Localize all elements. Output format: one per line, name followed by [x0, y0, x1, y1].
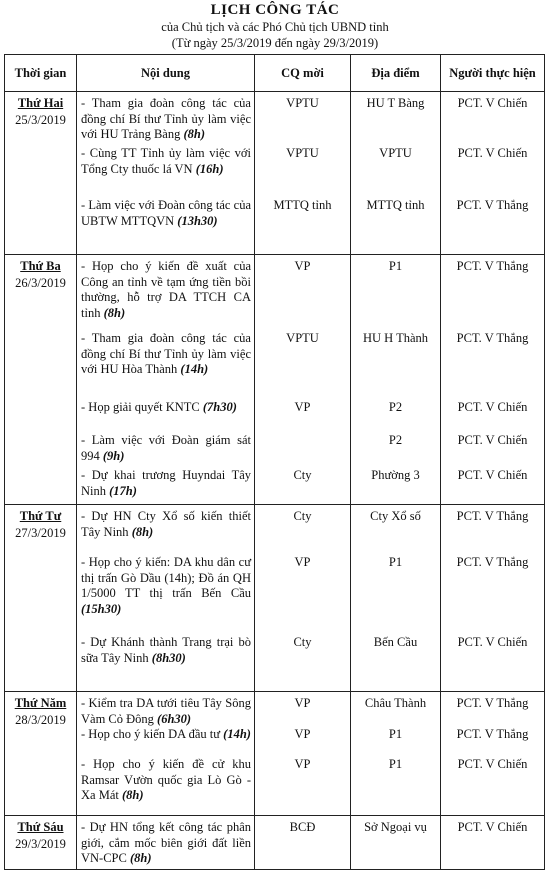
content-cell [77, 816, 255, 870]
agenda-item [77, 727, 254, 743]
column-header-executor: Người thực hiện [441, 55, 545, 92]
agenda-item [77, 433, 254, 464]
inviting-agency-value: Cty [293, 509, 312, 523]
executor-value: PCT. V Chiến [457, 468, 528, 482]
agenda-item-time: (9h) [102, 448, 125, 463]
agenda-item-text: - Dự Khánh thành Trang trại bò sữa Tây Ninh [81, 635, 251, 665]
agenda-item-text: - Tham gia đoàn công tác của đồng chí Bí thư Tỉnh ủy làm việc với HU Hòa Thành [81, 331, 251, 376]
agenda-item [77, 146, 254, 177]
inviting-agency-value: BCĐ [289, 820, 316, 834]
executor-value: PCT. V Chiến [457, 820, 528, 834]
location-value: P1 [388, 555, 403, 569]
location-value: P1 [388, 757, 403, 771]
table-row [5, 505, 545, 692]
agenda-item-time: (14h) [180, 362, 209, 376]
location-value: VPTU [379, 146, 412, 160]
agenda-item [77, 468, 254, 499]
inviting-agency-cell [255, 816, 351, 870]
location-cell [351, 255, 441, 505]
agenda-item-text: - Họp cho ý kiến: DA khu dân cư thị trấn Gò Dầu (14h); Đồ án QH 1/5000 TT thị trấn Bến Cầu [81, 555, 251, 600]
agenda-item [77, 331, 254, 378]
executor-value: PCT. V Chiến [457, 433, 528, 447]
agenda-item-text: - Kiểm tra DA tưới tiêu Tây Sông Vàm Cỏ Đông [81, 696, 251, 726]
agenda-item-text: - Dự HN Cty Xổ số kiến thiết Tây Ninh [81, 509, 251, 539]
agenda-item-text: - Họp cho ý kiến đề cử khu Ramsar Vườn quốc gia Lò Gò - Xa Mát [81, 757, 251, 802]
executor-value: PCT. V Thắng [456, 696, 529, 710]
agenda-item-time: (8h) [121, 788, 144, 802]
day-name: Thứ Năm [14, 696, 67, 710]
content-cell [77, 92, 255, 255]
inviting-agency-value: Cty [293, 635, 312, 649]
column-header-inviting-agency: CQ mời [255, 55, 351, 92]
executor-value: PCT. V Thắng [456, 259, 529, 273]
agenda-item-time: (8h) [103, 305, 126, 320]
agenda-item-text: - Họp cho ý kiến đề xuất của Công an tỉnh về tạm ứng tiền bồi thường, hỗ trợ DA TTCH CA tỉnh [81, 259, 251, 320]
location-value: Bến Cầu [373, 635, 418, 649]
executor-value: PCT. V Chiến [457, 757, 528, 771]
inviting-agency-value: VPTU [286, 96, 319, 110]
content-cell [77, 692, 255, 816]
location-value: Cty Xổ số [370, 509, 421, 523]
location-value: P1 [388, 259, 403, 273]
executor-value: PCT. V Chiến [457, 146, 528, 160]
agenda-item-time: (8h) [131, 524, 154, 539]
executor-value: PCT. V Thắng [456, 727, 529, 741]
table-row [5, 255, 545, 505]
day-cell [5, 92, 77, 255]
inviting-agency-cell [255, 505, 351, 692]
agenda-item [77, 96, 254, 143]
agenda-item [77, 259, 254, 321]
day-date: 26/3/2019 [15, 276, 66, 290]
table-row [5, 692, 545, 816]
day-name: Thứ Sáu [17, 820, 64, 834]
inviting-agency-value: VP [294, 696, 311, 710]
agenda-item-time: (8h) [129, 851, 152, 865]
inviting-agency-value: VP [294, 259, 311, 273]
location-cell [351, 505, 441, 692]
executor-value: PCT. V Chiến [457, 400, 528, 414]
location-value: Sở Ngoại vụ [364, 820, 427, 834]
table-row [5, 92, 545, 255]
executor-cell [441, 505, 545, 692]
location-value: Châu Thành [364, 696, 427, 710]
executor-value: PCT. V Thắng [456, 198, 529, 212]
executor-value: PCT. V Thắng [456, 509, 529, 523]
location-value: P2 [388, 400, 403, 414]
agenda-item-time: (17h) [109, 483, 137, 498]
agenda-item [77, 757, 254, 804]
agenda-item [77, 820, 254, 867]
date-range: (Từ ngày 25/3/2019 đến ngày 29/3/2019) [171, 36, 379, 50]
column-header-content: Nội dung [77, 55, 255, 92]
inviting-agency-cell [255, 92, 351, 255]
agenda-item-text: - Cùng TT Tỉnh ủy làm việc với Tổng Cty thuốc lá VN [81, 146, 251, 176]
table-row [5, 816, 545, 870]
table-header-row [5, 55, 545, 92]
page-subtitle: của Chủ tịch và các Phó Chủ tịch UBND tỉnh [161, 20, 389, 34]
day-date: 25/3/2019 [15, 113, 66, 127]
location-cell [351, 92, 441, 255]
executor-cell [441, 816, 545, 870]
column-header-time: Thời gian [5, 55, 77, 92]
agenda-item-time: (16h) [195, 161, 224, 176]
location-value: HU H Thành [362, 331, 429, 345]
location-value: Phường 3 [371, 468, 420, 482]
executor-value: PCT. V Chiến [457, 96, 528, 110]
agenda-item [77, 555, 254, 617]
agenda-item [77, 198, 254, 229]
executor-cell [441, 92, 545, 255]
inviting-agency-value: VPTU [286, 331, 319, 345]
agenda-item-time: (8h30) [151, 650, 186, 665]
executor-value: PCT. V Chiến [457, 635, 528, 649]
agenda-item-time: (14h) [223, 727, 251, 741]
day-date: 29/3/2019 [15, 837, 66, 851]
agenda-item [77, 696, 254, 727]
agenda-item-time: (13h30) [177, 213, 218, 228]
agenda-item-text: - Làm việc với Đoàn công tác của UBTW MTTQVN [81, 198, 251, 228]
content-cell [77, 255, 255, 505]
agenda-item-text: - Tham gia đoàn công tác của đồng chí Bí thư Tỉnh ủy làm việc với HU Trảng Bàng [81, 96, 251, 141]
day-cell [5, 692, 77, 816]
day-name: Thứ Hai [17, 96, 64, 110]
agenda-item [77, 400, 254, 416]
executor-cell [441, 692, 545, 816]
location-value: MTTQ tỉnh [366, 198, 425, 212]
agenda-item-text: - Họp cho ý kiến DA đầu tư [81, 727, 224, 741]
agenda-item-text: - Dự khai trương Huyndai Tây Ninh [81, 468, 251, 498]
location-value: P1 [388, 727, 403, 741]
inviting-agency-value: VP [294, 400, 311, 414]
day-name: Thứ Tư [19, 509, 62, 523]
executor-value: PCT. V Thắng [456, 331, 529, 345]
agenda-item-time: (8h) [183, 127, 205, 141]
day-cell [5, 255, 77, 505]
agenda-item-time: (6h30) [157, 711, 192, 726]
location-value: HU T Bàng [366, 96, 425, 110]
inviting-agency-cell [255, 692, 351, 816]
agenda-item-text: - Làm việc với Đoàn giám sát 994 [81, 433, 251, 463]
inviting-agency-value: MTTQ tỉnh [273, 198, 332, 212]
location-cell [351, 692, 441, 816]
agenda-item-time: (7h30) [202, 400, 237, 414]
day-date: 27/3/2019 [15, 526, 66, 540]
inviting-agency-value: VP [294, 555, 311, 569]
content-cell [77, 505, 255, 692]
agenda-item [77, 635, 254, 666]
day-date: 28/3/2019 [15, 713, 66, 727]
page-title: LỊCH CÔNG TÁC [210, 2, 340, 18]
inviting-agency-cell [255, 255, 351, 505]
inviting-agency-value: VPTU [286, 146, 319, 160]
location-value: P2 [388, 433, 403, 447]
location-cell [351, 816, 441, 870]
inviting-agency-value: VP [294, 757, 311, 771]
executor-cell [441, 255, 545, 505]
day-cell [5, 505, 77, 692]
column-header-location: Địa điểm [351, 55, 441, 92]
day-cell [5, 816, 77, 870]
agenda-item [77, 509, 254, 540]
agenda-item-time: (15h30) [81, 601, 122, 616]
agenda-item-text: - Dự HN tổng kết công tác phân giới, cắm mốc biên giới đất liền VN-CPC [81, 820, 251, 865]
agenda-item-text: - Họp giải quyết KNTC [81, 400, 203, 414]
executor-value: PCT. V Thắng [456, 555, 529, 569]
schedule-table [4, 54, 545, 870]
inviting-agency-value: VP [294, 727, 311, 741]
inviting-agency-value: Cty [293, 468, 312, 482]
day-name: Thứ Ba [20, 259, 61, 273]
